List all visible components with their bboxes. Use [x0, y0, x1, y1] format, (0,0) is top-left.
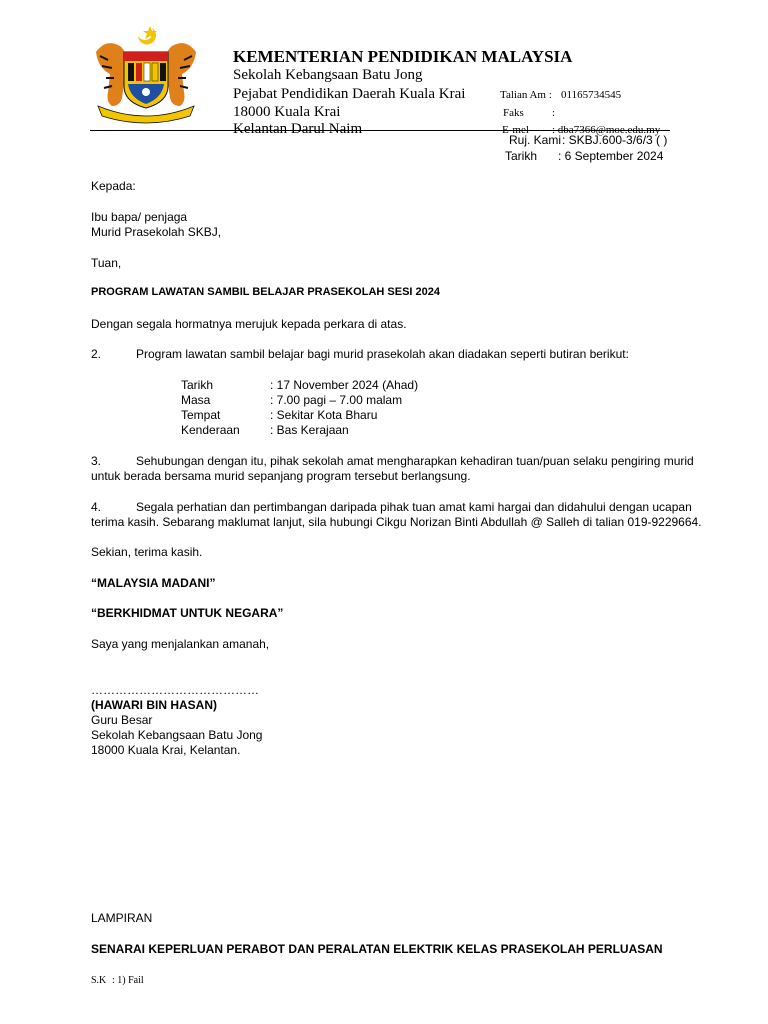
detail-label-date: Tarikh	[181, 378, 214, 392]
reference-label: Ruj. Kami	[509, 133, 562, 147]
paragraph-4-line-2: terima kasih. Sebarang maklumat lanjut, sila hubungi Cikgu Norizan Binti Abdullah @ Salleh di talian 019-9229664.	[91, 515, 702, 529]
detail-label-place: Tempat	[181, 408, 221, 422]
motto-berkhidmat: “BERKHIDMAT UNTUK NEGARA”	[91, 606, 284, 620]
salutation: Tuan,	[91, 256, 122, 270]
postcode-city: 18000 Kuala Krai	[233, 104, 341, 120]
school-name: Sekolah Kebangsaan Batu Jong	[233, 67, 423, 83]
malaysia-coat-of-arms-icon	[90, 22, 202, 126]
detail-value-date: : 17 November 2024 (Ahad)	[270, 378, 419, 392]
paragraph-3-line-2: untuk berada bersama murid sepanjang program tersebut berlangsung.	[91, 469, 471, 483]
letterhead-divider	[90, 130, 670, 131]
detail-value-vehicle: : Bas Kerajaan	[270, 423, 349, 437]
paragraph-2: Program lawatan sambil belajar bagi murid prasekolah akan diadakan seperti butiran berikut:	[136, 347, 629, 361]
motto-malaysia-madani: “MALAYSIA MADANI”	[91, 576, 216, 590]
office-name: Pejabat Pendidikan Daerah Kuala Krai	[233, 86, 466, 102]
subject-heading: PROGRAM LAWATAN SAMBIL BELAJAR PRASEKOLAH SESI 2024	[91, 286, 440, 298]
recipient-line-2: Murid Prasekolah SKBJ,	[91, 225, 222, 239]
signatory-title: Guru Besar	[91, 713, 153, 727]
phone-label: Talian Am :	[500, 89, 552, 101]
detail-value-time: : 7.00 pagi – 7.00 malam	[270, 393, 403, 407]
attachment-label: LAMPIRAN	[91, 911, 153, 925]
paragraph-2-number: 2.	[91, 347, 102, 361]
fax-label: Faks	[503, 107, 524, 119]
paragraph-3-line-1: Sehubungan dengan itu, pihak sekolah amat mengharapkan kehadiran tuan/puan selaku pengiring murid	[136, 454, 694, 468]
date-label: Tarikh	[505, 149, 538, 163]
sk-value: : 1) Fail	[112, 975, 144, 986]
date-value: : 6 September 2024	[558, 149, 664, 163]
signatory-school: Sekolah Kebangsaan Batu Jong	[91, 728, 263, 742]
detail-label-time: Masa	[181, 393, 211, 407]
signature-intro: Saya yang menjalankan amanah,	[91, 637, 270, 651]
ministry-name: KEMENTERIAN PENDIDIKAN MALAYSIA	[233, 47, 573, 66]
signatory-address: 18000 Kuala Krai, Kelantan.	[91, 743, 241, 757]
paragraph-4-line-1: Segala perhatian dan pertimbangan daripada pihak tuan amat kami hargai dan didahului dengan ucapan	[136, 500, 692, 514]
signature-dots: ……………………………………	[91, 683, 259, 697]
state-name: Kelantan Darul Naim	[233, 121, 363, 137]
paragraph-3-number: 3.	[91, 454, 102, 468]
phone-value: 01165734545	[561, 89, 622, 101]
attachment-title: SENARAI KEPERLUAN PERABOT DAN PERALATAN ELEKTRIK KELAS PRASEKOLAH PERLUASAN	[91, 942, 663, 956]
sk-label: S.K	[91, 975, 107, 986]
detail-value-place: : Sekitar Kota Bharu	[270, 408, 378, 422]
email-value: : dba7366@moe.edu.my	[552, 124, 661, 136]
reference-value: : SKBJ.600-3/6/3 ( )	[562, 133, 668, 147]
paragraph-1: Dengan segala hormatnya merujuk kepada perkara di atas.	[91, 317, 407, 331]
fax-separator: :	[552, 107, 556, 119]
recipient-line-1: Ibu bapa/ penjaga	[91, 210, 188, 224]
email-label: E-mel	[502, 124, 529, 136]
paragraph-4-number: 4.	[91, 500, 102, 514]
detail-label-vehicle: Kenderaan	[181, 423, 240, 437]
to-label: Kepada:	[91, 179, 136, 193]
signatory-name: (HAWARI BIN HASAN)	[91, 698, 217, 712]
closing-line: Sekian, terima kasih.	[91, 545, 203, 559]
